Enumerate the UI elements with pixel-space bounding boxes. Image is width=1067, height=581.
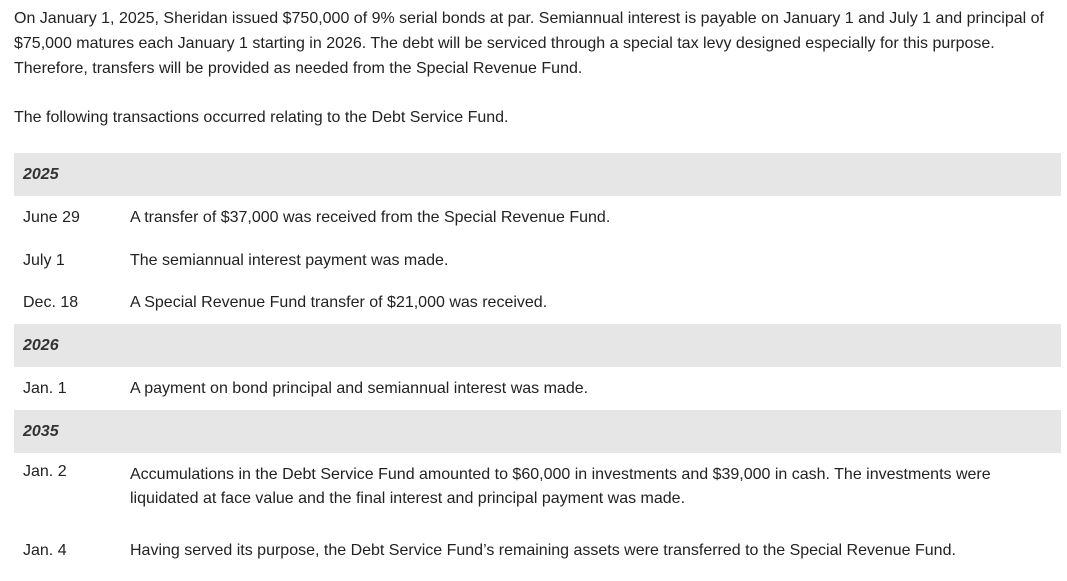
transaction-row	[14, 367, 1061, 410]
transaction-description: A Special Revenue Fund transfer of $21,000 was received.	[130, 294, 548, 311]
transaction-date: Jan. 2	[23, 463, 67, 480]
year-header-2026	[14, 324, 1061, 367]
transaction-description: A transfer of $37,000 was received from the Special Revenue Fund.	[130, 208, 611, 226]
transaction-date: Dec. 18	[23, 294, 79, 311]
transaction-description: The semiannual interest payment was made.	[130, 251, 449, 269]
year-header-2025	[14, 153, 1061, 196]
transaction-date: July 1	[23, 251, 65, 269]
transaction-row	[14, 453, 1061, 529]
transaction-description: Accumulations in the Debt Service Fund amounted to $60,000 in investments and $39,000 in cash. The investments were liquidated at face value and the final interest and principal payment was made.	[130, 466, 991, 507]
transaction-row	[14, 529, 1061, 572]
year-label: 2035	[23, 422, 59, 440]
problem-intro: On January 1, 2025, Sheridan issued $750,000 of 9% serial bonds at par. Semiannual interest is payable on January 1 and July 1 and principal of $75,000 matures each January 1 starting in 2026. The debt will be serviced through a special tax levy designed especially for this purpose. Therefore, transfers will be provided as needed from the Special Revenue Fund.	[14, 10, 1044, 77]
transactions-table	[14, 153, 1061, 572]
year-header-2035	[14, 410, 1061, 453]
transaction-date: Jan. 1	[23, 379, 67, 397]
transactions-lead: The following transactions occurred relating to the Debt Service Fund.	[14, 109, 509, 126]
year-label: 2026	[23, 336, 59, 354]
transaction-date: June 29	[23, 208, 80, 226]
transaction-description: Having served its purpose, the Debt Service Fund’s remaining assets were transferred to the Special Revenue Fund.	[130, 541, 956, 559]
transaction-date: Jan. 4	[23, 541, 67, 559]
transaction-row	[14, 282, 1061, 324]
transaction-row	[14, 239, 1061, 282]
transaction-description: A payment on bond principal and semiannual interest was made.	[130, 379, 589, 397]
transaction-row	[14, 196, 1061, 239]
year-label: 2025	[23, 165, 59, 183]
